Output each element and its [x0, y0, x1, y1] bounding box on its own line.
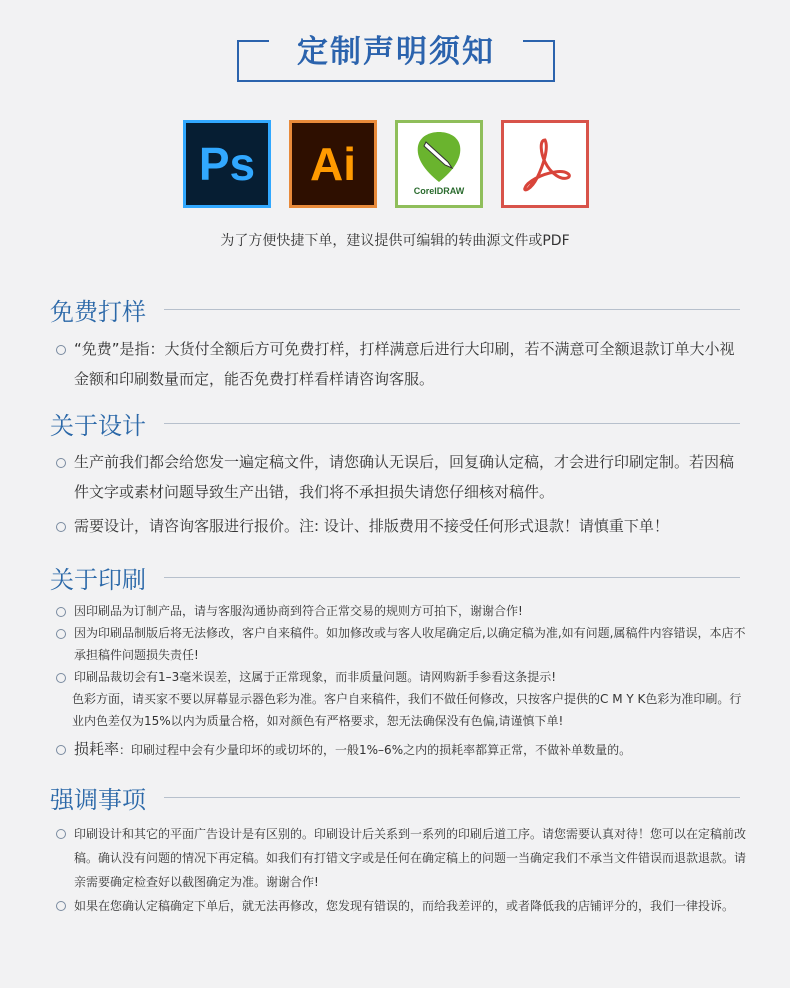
divider — [164, 309, 740, 310]
bullet-icon — [56, 901, 66, 911]
photoshop-icon: Ps — [183, 120, 271, 208]
subtitle: 为了方便快捷下单，建议提供可编辑的转曲源文件或PDF — [220, 233, 570, 249]
loss-rate-label: 损耗率 — [74, 740, 120, 758]
divider — [164, 797, 740, 798]
list-item: “免费”是指：大货付全额后方可免费打样，打样满意后进行大印刷，若不满意可全额退款订单大小视金额和印刷数量而定，能否免费打样看样请咨询客服。 — [56, 334, 746, 394]
list-item: 损耗率：印刷过程中会有少量印坏的或切坏的，一般1%–6%之内的损耗率都算正常，不做补单数量的。 — [56, 738, 746, 761]
bullet-icon — [56, 458, 66, 468]
section-heading-printing: 关于印刷 — [50, 560, 740, 595]
bullet-icon — [56, 345, 66, 355]
bullet-icon — [56, 673, 66, 683]
list-item-continued: 色彩方面，请买家不要以屏幕显示器色彩为准。客户自来稿件，我们不做任何修改，只按客户提供的C M Y K色彩为准印刷。行业内色差仅为15%以内为质量合格，如对颜色有严格要求，恕无法确保没有色偏,请谨慎下单! — [72, 692, 742, 728]
section-heading-design: 关于设计 — [50, 406, 740, 441]
page-title: 定制声明须知 — [297, 34, 495, 70]
coreldraw-icon: CorelDRAW — [395, 120, 483, 208]
software-icons — [183, 120, 589, 208]
bullet-icon — [56, 629, 66, 639]
pdf-icon — [501, 120, 589, 208]
bullet-icon — [56, 522, 66, 532]
divider — [164, 423, 740, 424]
title-frame — [237, 34, 555, 82]
list-item: 印刷品裁切会有1–3毫米误差，这属于正常现象，而非质量问题。请网购新手参看这条提示! — [56, 666, 746, 688]
list-item: 因印刷品为订制产品，请与客服沟通协商到符合正常交易的规则方可拍下，谢谢合作! — [56, 600, 746, 622]
divider — [164, 577, 740, 578]
list-item: 生产前我们都会给您发一遍定稿文件，请您确认无误后，回复确认定稿，才会进行印刷定制。若因稿件文字或素材问题导致生产出错，我们将不承担损失请您仔细核对稿件。 — [56, 447, 746, 507]
list-item: 如果在您确认定稿确定下单后，就无法再修改，您发现有错误的，而给我差评的，或者降低我的店铺评分的，我们一律投诉。 — [56, 894, 746, 918]
list-item: 印刷设计和其它的平面广告设计是有区别的。印刷设计后关系到一系列的印刷后道工序。请您需要认真对待！您可以在定稿前改稿。确认没有问题的情况下再定稿。如我们有打错文字或是任何在确定稿上的问题一当确定我们不承当文件错误而退款退款。请亲需要确定检查好以截图确定为准。谢谢合作! — [56, 822, 746, 894]
list-item: 需要设计，请咨询客服进行报价。注: 设计、排版费用不接受任何形式退款！请慎重下单！ — [56, 511, 746, 541]
section-heading-free-sample: 免费打样 — [50, 292, 740, 327]
bullet-icon — [56, 745, 66, 755]
illustrator-icon: Ai — [289, 120, 377, 208]
bullet-icon — [56, 607, 66, 617]
section-heading-notes: 强调事项 — [50, 780, 740, 815]
bullet-icon — [56, 829, 66, 839]
list-item: 因为印刷品制版后将无法修改，客户自来稿件。如加修改或与客人收尾确定后,以确定稿为准,如有问题,属稿件内容错误，本店不承担稿件问题损失责任! — [56, 622, 746, 666]
